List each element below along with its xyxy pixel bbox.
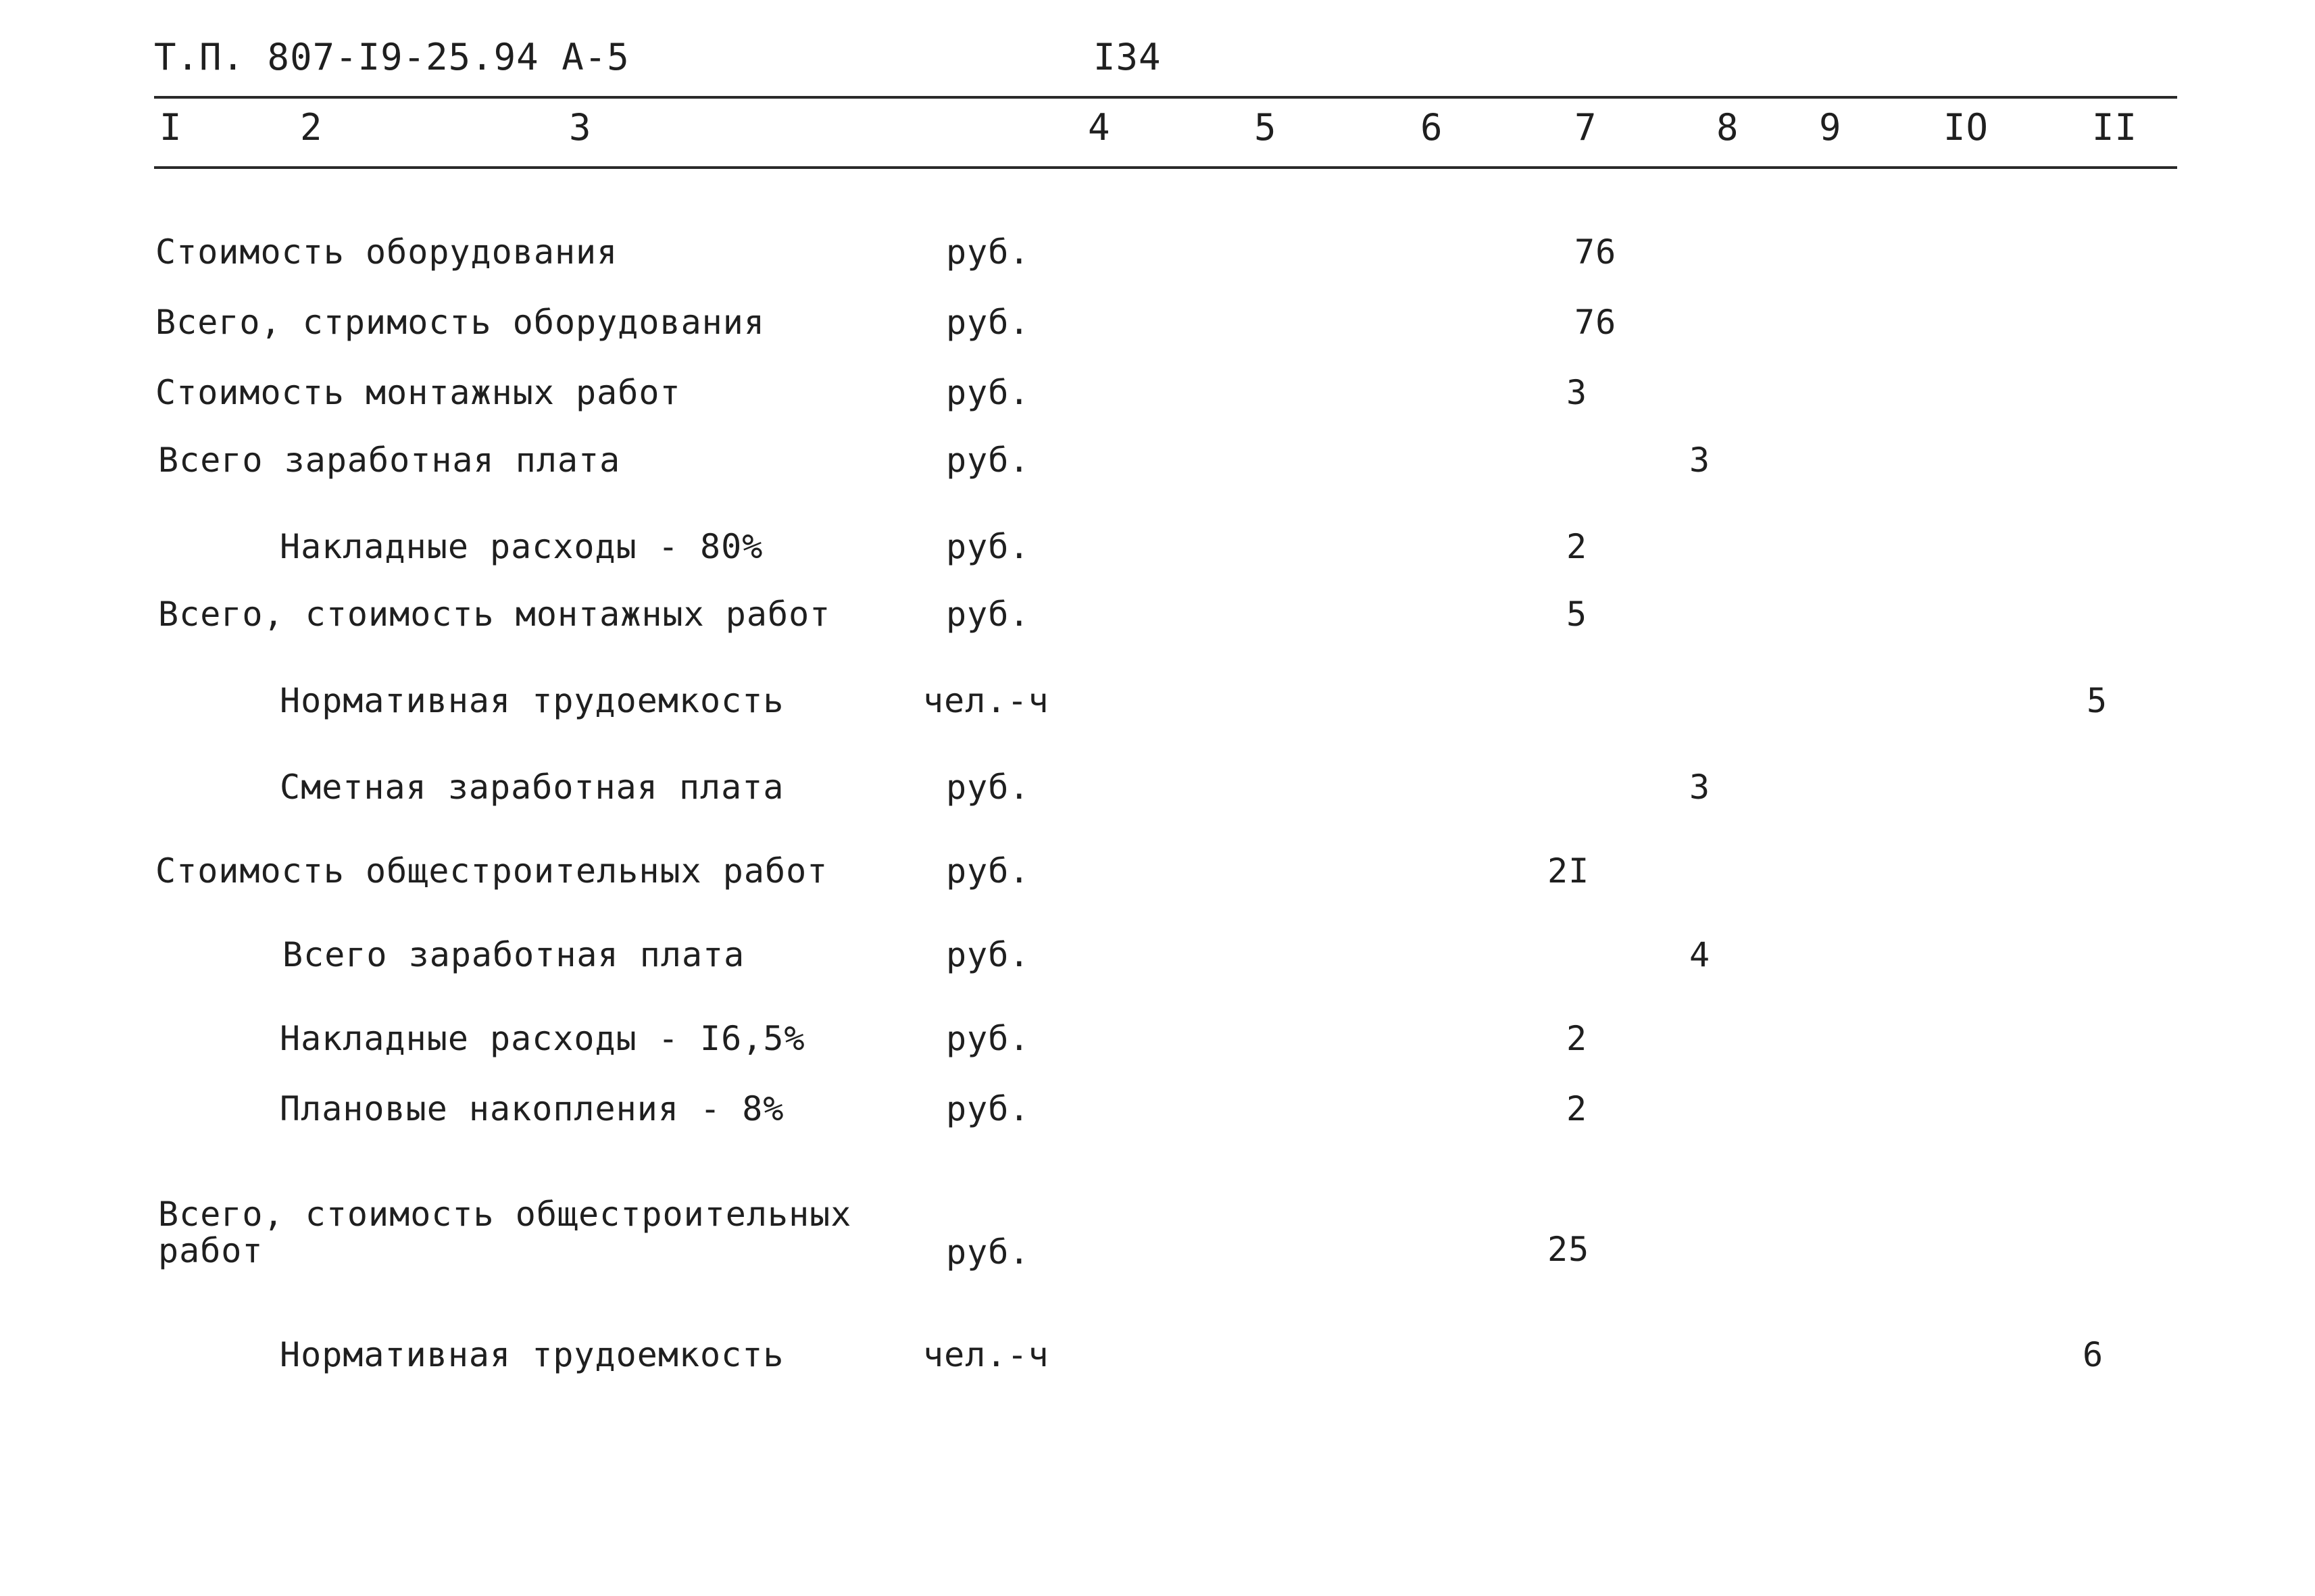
column-number: IO [1943,106,1989,149]
row-col7-value: 2I [1547,851,1590,891]
row-unit: руб. [946,1232,1030,1272]
row-unit: чел.-ч [923,1335,1049,1374]
row-label: Плановые накопления - 8% [280,1089,785,1128]
column-number: 9 [1819,106,1842,149]
row-col7-value: 2 [1566,1019,1588,1058]
page-number: I34 [1093,36,1162,78]
row-label: Всего заработная плата [158,441,621,480]
row-label: Стоимость общестроительных работ [155,851,828,891]
row-unit: руб. [946,303,1030,342]
row-unit: руб. [946,595,1030,634]
header-bottom-rule [154,166,2177,169]
row-unit: руб. [946,441,1030,480]
column-number: I [159,106,182,149]
row-label-continuation: работ [158,1231,264,1270]
column-number: 7 [1574,106,1597,149]
column-number: 5 [1254,106,1277,149]
column-number: 4 [1088,106,1111,149]
row-unit: руб. [946,935,1030,974]
column-number: 2 [300,106,323,149]
column-number: 3 [569,106,592,149]
row-col7-value: 5 [1566,595,1588,634]
row-unit: руб. [946,232,1030,272]
doc-code: Т.П. 807-I9-25.94 А-5 [154,36,630,78]
column-number: II [2092,106,2138,149]
row-col11-value: 6 [2083,1335,2104,1374]
row-unit: руб. [946,373,1030,412]
row-col7-value: 76 [1574,303,1617,342]
column-number: 8 [1716,106,1739,149]
row-label: Нормативная трудоемкость [280,681,785,720]
row-unit: чел.-ч [923,681,1049,720]
row-unit: руб. [946,851,1030,891]
row-col8-value: 3 [1689,768,1711,807]
header-top-rule [154,96,2177,99]
row-unit: руб. [946,768,1030,807]
row-label: Сметная заработная плата [280,768,785,807]
row-unit: руб. [946,527,1030,566]
row-label: Стоимость оборудования [155,232,618,272]
row-label: Всего заработная плата [282,935,745,974]
row-unit: руб. [946,1089,1030,1128]
column-number: 6 [1420,106,1443,149]
row-col11-value: 5 [2087,681,2108,720]
row-col8-value: 4 [1689,935,1711,974]
row-unit: руб. [946,1019,1030,1058]
row-col7-value: 2 [1566,1089,1588,1128]
row-label: Нормативная трудоемкость [280,1335,785,1374]
row-col7-value: 3 [1566,373,1588,412]
row-label: Всего, стримость оборудования [155,303,765,342]
row-label: Всего, стоимость монтажных работ [158,595,831,634]
row-col8-value: 3 [1689,441,1711,480]
row-label: Всего, стоимость общестроительных [158,1195,852,1234]
row-label: Стоимость монтажных работ [155,373,681,412]
row-col7-value: 25 [1547,1230,1590,1269]
row-label: Накладные расходы - I6,5% [280,1019,805,1058]
row-label: Накладные расходы - 80% [280,527,764,566]
row-col7-value: 2 [1566,527,1588,566]
row-col7-value: 76 [1574,232,1617,272]
